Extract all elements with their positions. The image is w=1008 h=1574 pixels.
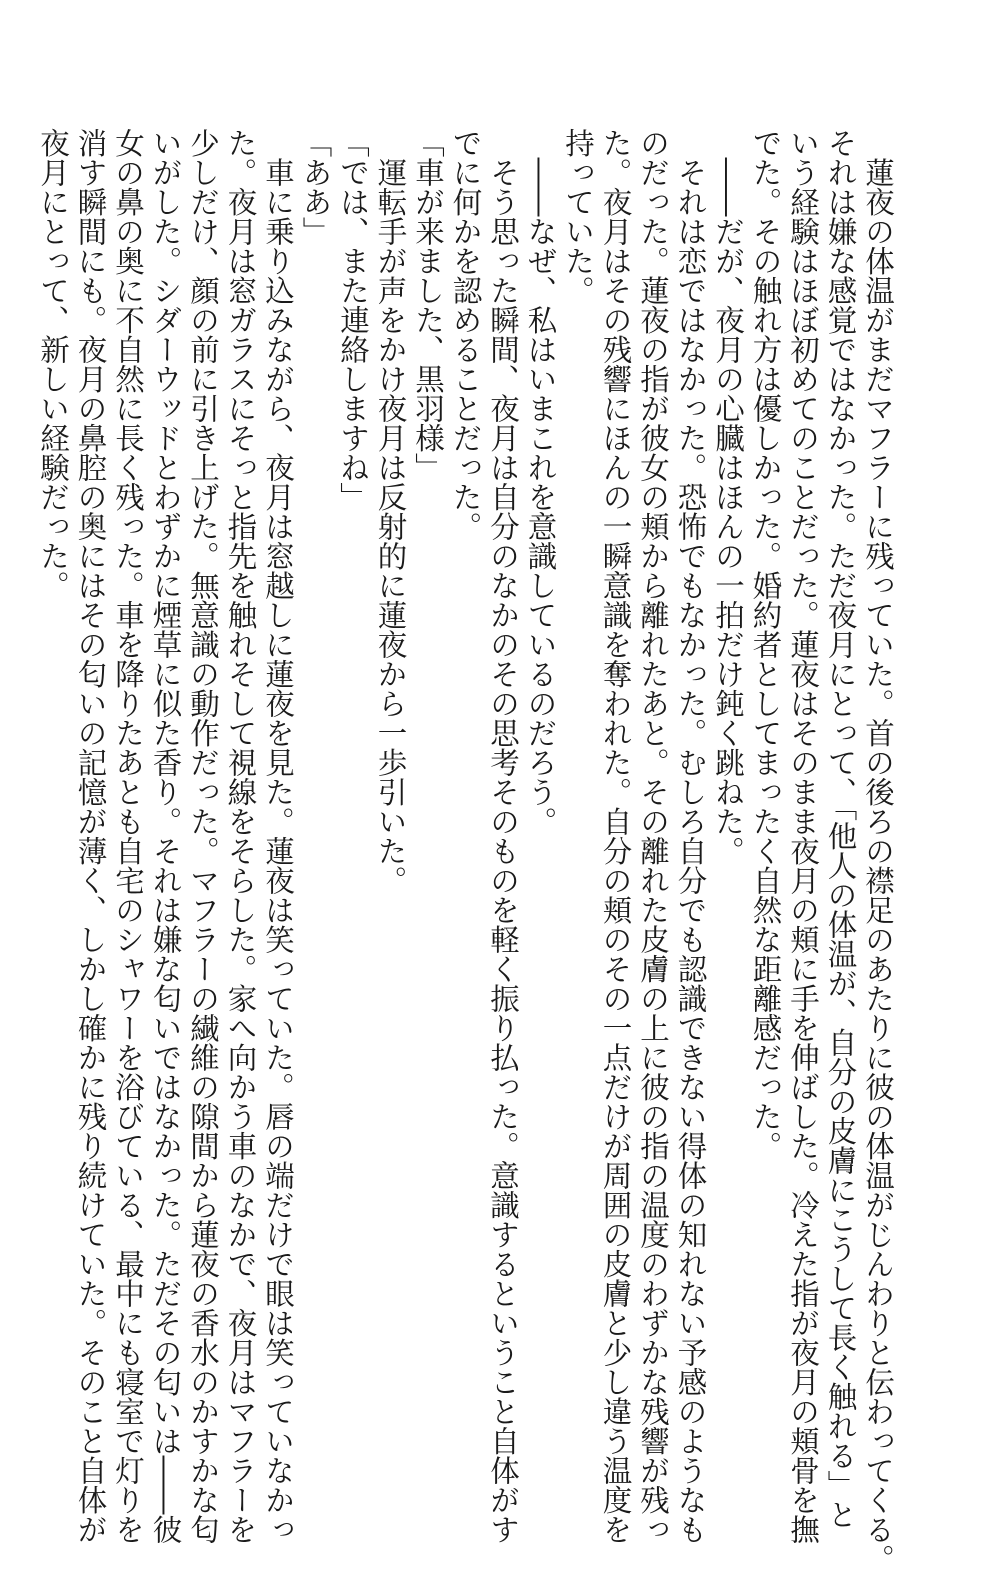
text-line: いがした。シダーウッドとわずかに煙草に似た香り。それは嫌な匂いではなかった。ただその匂いは――彼: [148, 128, 183, 1544]
text-line: た。夜月はその残響にほんの一瞬意識を奪われた。自分の頬のその一点だけが周囲の皮膚と少し違う温度を: [598, 128, 633, 1544]
text-line: でに何かを認めることだった。: [448, 128, 483, 541]
text-line: 持っていた。: [561, 128, 595, 305]
text-line: でた。その触れ方は優しかった。婚約者としてまったく自然な距離感だった。: [748, 128, 783, 1161]
text-line: 消す瞬間にも。夜月の鼻腔の奥にはその匂いの記憶が薄く、しかし確かに残り続けていた。そのこと自体が: [73, 128, 108, 1544]
text-line: 少しだけ、顔の前に引き上げた。無意識の動作だった。マフラーの繊維の隙間から蓮夜の香水のかすかな匂: [186, 128, 220, 1544]
text-line: 「車が来ました、黒羽様」: [411, 128, 445, 482]
text-line: それは嫌な感覚ではなかった。ただ夜月にとって、「他人の体温が、自分の皮膚にこうして長く触れる」と: [823, 128, 858, 1530]
text-line: 「ああ」: [298, 128, 333, 246]
text-line: ――なぜ、私はいまこれを意識しているのだろう。: [523, 128, 558, 836]
text-line: のだった。蓮夜の指が彼女の頬から離れたあと。その離れた皮膚の上に彼の指の温度のわずかな残響が残っ: [636, 128, 670, 1544]
text-line: 運転手が声をかけ夜月は反射的に蓮夜から一歩引いた。: [373, 128, 408, 895]
text-line: 蓮夜の体温がまだマフラーに残っていた。首の後ろの襟足のあたりに彼の体温がじんわりと伝わってくる。: [861, 128, 895, 1574]
text-line: ――だが、夜月の心臓はほんの一拍だけ鈍く跳ねた。: [711, 128, 745, 866]
vertical-text-body: [34, 128, 897, 1574]
text-line: 夜月にとって、新しい経験だった。: [36, 128, 70, 600]
text-line: それは恋ではなかった。恐怖でもなかった。むしろ自分でも認識できない得体の知れない予感のようなも: [673, 128, 708, 1544]
text-line: 女の鼻の奥に不自然に長く残った。車を降りたあとも自宅のシャワーを浴びている、最中にも寝室で灯りを: [111, 128, 145, 1544]
text-line: た。夜月は窓ガラスにそっと指先を触れそして視線をそらした。家へ向かう車のなかで、夜月はマフラーを: [223, 128, 258, 1544]
text-line: 「では、また連絡しますね」: [336, 128, 370, 512]
text-line: いう経験はほぼ初めてのことだった。蓮夜はそのまま夜月の頬に手を伸ばした。冷えた指が夜月の頬骨を撫: [786, 128, 820, 1544]
text-line: そう思った瞬間、夜月は自分のなかのその思考そのものを軽く振り払った。意識するということ自体がす: [486, 128, 520, 1544]
text-line: 車に乗り込みながら、夜月は窓越しに蓮夜を見た。蓮夜は笑っていた。唇の端だけで眼は笑っていなかっ: [261, 128, 295, 1544]
